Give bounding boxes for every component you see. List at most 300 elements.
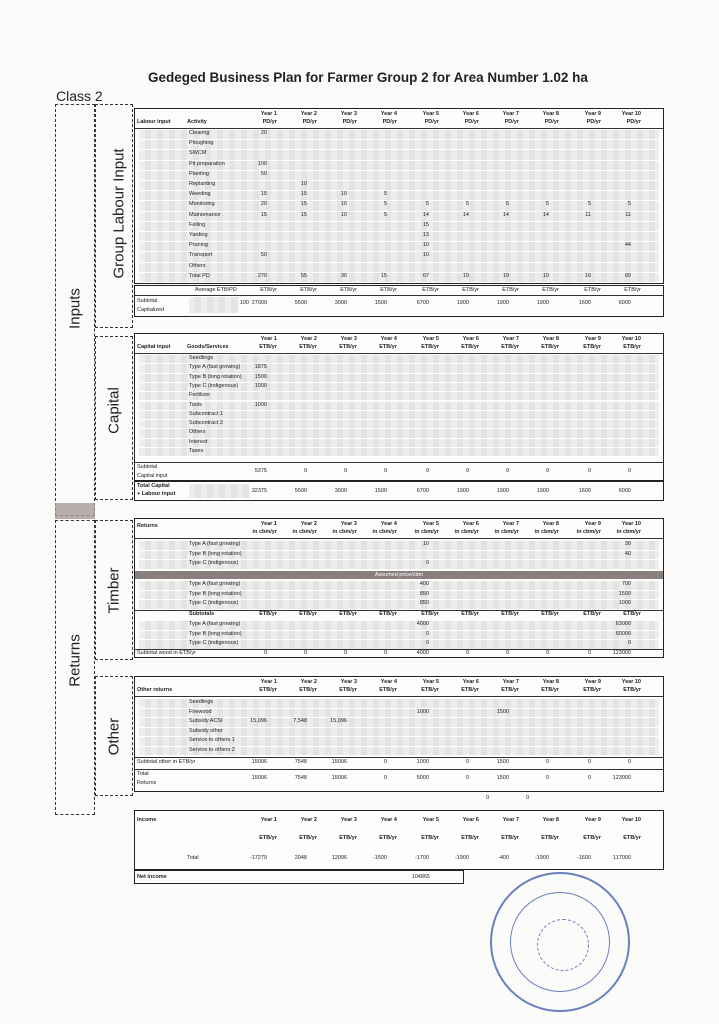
- table-head-label: Activity: [187, 119, 207, 125]
- labour-subtotal-table: [134, 285, 664, 317]
- labour-value: 15: [380, 272, 387, 279]
- unit-header: ETB/yr: [541, 687, 559, 693]
- unit-header: in cbm/yr: [372, 529, 397, 535]
- capital-subtotal-value: 0: [465, 468, 469, 474]
- etb-unit: ETB/yr: [583, 611, 601, 617]
- year-header: Year 3: [340, 679, 357, 685]
- year-header: Year 6: [462, 521, 479, 527]
- labour-value: 270: [257, 272, 267, 279]
- group-labour-label: Group Labour Input: [110, 148, 128, 279]
- labour-value: 5: [383, 211, 387, 218]
- labour-value: 100: [257, 160, 267, 167]
- income-total-label: Total: [187, 855, 199, 861]
- labour-value: 44: [624, 242, 631, 249]
- labour-value: 10: [340, 201, 347, 208]
- year-header: Year 8: [542, 521, 559, 527]
- capital-subtotal-value: 0: [545, 468, 549, 474]
- labour-value: 50: [260, 252, 267, 259]
- unit-header: ETB/yr: [501, 344, 519, 350]
- year-header: Year 3: [340, 521, 357, 527]
- etb-unit: ETB/yr: [379, 611, 397, 617]
- capital-value: 1875: [254, 364, 267, 371]
- labour-row-label: Clearing: [189, 130, 210, 136]
- capital-total-value: 1900: [536, 488, 549, 494]
- timber-value-value: 0: [425, 630, 429, 637]
- labour-value: 20: [260, 201, 267, 208]
- redacted-shading: [139, 263, 659, 272]
- year-header: Year 5: [422, 111, 439, 117]
- year-header: Year 9: [584, 521, 601, 527]
- labour-value: 10: [300, 181, 307, 187]
- timber-volume-row-label: Type A (fast growing): [189, 541, 241, 547]
- year-header: Year 8: [542, 336, 559, 342]
- timber-volume-value: 10: [422, 541, 429, 547]
- capital-value: 1000: [254, 401, 267, 408]
- unit-header: ETB/yr: [461, 835, 479, 841]
- labour-row-label: Weeding: [189, 191, 211, 198]
- etb-unit: ETB/yr: [623, 611, 641, 617]
- unit-header: ETB/yr: [379, 835, 397, 841]
- labour-row-label: Maintenance: [189, 211, 221, 218]
- timber-price-row-label: Type A (fast growing): [189, 581, 241, 587]
- labour-value: 19: [462, 272, 469, 279]
- other-row-label: Firewood: [189, 708, 212, 715]
- redacted-shading: [139, 150, 659, 159]
- labour-value: 5: [465, 201, 469, 208]
- year-header: Year 9: [584, 679, 601, 685]
- total-returns-value: 15096: [251, 775, 267, 781]
- unit-header: ETB/yr: [421, 344, 439, 350]
- inputs-label: Inputs: [66, 288, 84, 329]
- capital-total-value: 5500: [294, 488, 307, 494]
- labour-row-label: Felling: [189, 221, 206, 228]
- unit-header: in cbm/yr: [576, 529, 601, 535]
- labour-subtotal-value: 1900: [496, 300, 509, 306]
- year-header: Year 7: [502, 521, 519, 527]
- capital-row-label: Seedlings: [189, 355, 214, 361]
- total-returns-value: 123000: [612, 775, 631, 781]
- capital-row-label: Type A (fast growing): [189, 364, 241, 371]
- total-capital-label: Total Capital: [137, 483, 170, 489]
- labour-row-label: Total PD: [189, 272, 210, 279]
- row-divider: [135, 538, 663, 539]
- labour-value: 5: [383, 191, 387, 198]
- capital-row-label: Subcontract 1: [189, 410, 223, 417]
- year-header: Year 8: [542, 111, 559, 117]
- year-header: Year 9: [584, 817, 601, 823]
- timber-subtotal-value: 4000: [416, 650, 429, 656]
- avg-etb-value: 100: [239, 300, 249, 306]
- unit-header: ETB/yr: [583, 687, 601, 693]
- timber-value-value: 60000: [615, 630, 631, 637]
- capital-total-value: 6700: [416, 488, 429, 494]
- labour-value: 19: [542, 272, 549, 279]
- capital-row-label: Type C (indigenous): [189, 382, 239, 389]
- other-value: 15,096: [250, 718, 267, 724]
- redacted-shading: [139, 392, 659, 400]
- unit-header: ETB/yr: [583, 344, 601, 350]
- timber-volume-value: 30: [624, 541, 631, 547]
- capital-total-value: 1900: [456, 488, 469, 494]
- timber-volume-value: 40: [624, 550, 631, 557]
- table-head-label: Other returns: [137, 687, 173, 693]
- subtotals-label: Subtotals: [189, 611, 215, 617]
- capital-subtotal-value: 0: [425, 468, 429, 474]
- other-subtotal-value: 15096: [331, 759, 347, 765]
- row-divider: [135, 128, 663, 129]
- labour-row-label: Monitoring: [189, 201, 215, 208]
- year-header: Year 1: [260, 521, 277, 527]
- below-value: 0: [525, 795, 529, 801]
- etb-unit: ETB/yr: [380, 287, 397, 293]
- labour-value: 5: [587, 201, 591, 208]
- timber-value-value: 4000: [416, 621, 429, 627]
- labour-subtotal-value: 6000: [618, 300, 631, 306]
- labour-value: 67: [422, 272, 429, 279]
- labour-row-label: Pruning: [189, 242, 208, 249]
- income-value: -400: [497, 855, 509, 861]
- year-header: Year 2: [300, 679, 317, 685]
- year-header: Year 3: [340, 336, 357, 342]
- year-header: Year 2: [300, 336, 317, 342]
- capital-row-label: Others: [189, 429, 206, 436]
- row-divider: [135, 757, 663, 758]
- labour-value: 14: [462, 211, 469, 218]
- row-divider: [135, 769, 663, 770]
- unit-header: ETB/yr: [541, 344, 559, 350]
- page-title: Gedeged Business Plan for Farmer Group 2 for Area Number 1.02 ha: [148, 70, 588, 85]
- labour-row-label: Yarding: [189, 232, 208, 238]
- row-divider: [135, 696, 663, 697]
- labour-row-label: Ploughing: [189, 140, 214, 147]
- other-subtotal-value: 0: [587, 759, 591, 765]
- unit-header: in cbm/yr: [454, 529, 479, 535]
- year-header: Year 5: [422, 521, 439, 527]
- labour-subtotal-value: 27000: [251, 300, 267, 306]
- income-value: 2048: [294, 855, 307, 861]
- timber-price-row-label: Type B (long rotation): [189, 590, 242, 597]
- year-header: Year 1: [260, 111, 277, 117]
- timber-subtotal-value: 0: [383, 650, 387, 656]
- income-value: -1700: [414, 855, 429, 861]
- timber-subtotal-value: 0: [545, 650, 549, 656]
- labour-value: 15: [300, 211, 307, 218]
- labour-value: 5: [545, 201, 549, 208]
- unit-header: ETB/yr: [339, 687, 357, 693]
- unit-header: PD/yr: [504, 119, 519, 125]
- unit-header: in cbm/yr: [494, 529, 519, 535]
- timber-price-value: 1000: [618, 600, 631, 606]
- timber-value-row-label: Type C (indigenous): [189, 640, 239, 646]
- labour-row-label: Transport: [189, 252, 213, 259]
- year-header: Year 5: [422, 336, 439, 342]
- unit-header: ETB/yr: [623, 344, 641, 350]
- year-header: Year 9: [584, 336, 601, 342]
- other-subtotal-label: Subtotal other in ETB/yr: [137, 759, 196, 765]
- net-income-label: Net income: [137, 874, 167, 880]
- unit-header: PD/yr: [544, 119, 559, 125]
- capital-total-table: [134, 481, 664, 501]
- capital-value: 1000: [254, 382, 267, 389]
- labour-value: 10: [422, 252, 429, 259]
- unit-header: ETB/yr: [339, 344, 357, 350]
- unit-header: ETB/yr: [501, 687, 519, 693]
- unit-header: ETB/yr: [421, 687, 439, 693]
- labour-value: 20: [260, 130, 267, 136]
- unit-header: PD/yr: [302, 119, 317, 125]
- timber-subtotal-value: 0: [505, 650, 509, 656]
- year-header: Year 7: [502, 817, 519, 823]
- labour-value: 14: [422, 211, 429, 218]
- income-label: Income: [137, 817, 157, 823]
- timber-price-value: 700: [621, 581, 631, 587]
- timber-table: [134, 518, 664, 658]
- unit-header: ETB/yr: [461, 687, 479, 693]
- labour-subtotal-value: 5500: [294, 300, 307, 306]
- capital-subtotal-value: 0: [627, 468, 631, 474]
- redacted-shading: [139, 191, 659, 200]
- total-returns-value: 0: [587, 775, 591, 781]
- total-returns-value: 0: [465, 775, 469, 781]
- timber-volume-value: 0: [425, 560, 429, 566]
- labour-value: 10: [340, 211, 347, 218]
- labour-row-label: SWCM: [189, 150, 207, 157]
- capital-subtotal-value: 0: [587, 468, 591, 474]
- unit-header: in cbm/yr: [534, 529, 559, 535]
- other-value: 1500: [496, 708, 509, 715]
- total-returns-value: 0: [545, 775, 549, 781]
- total-returns-value: 7548: [294, 775, 307, 781]
- total-returns-value: 15096: [331, 775, 347, 781]
- capital-subtotal-value: 0: [343, 468, 347, 474]
- timber-label: Timber: [105, 567, 123, 614]
- income-table: [134, 810, 664, 870]
- total-returns-value: 0: [383, 775, 387, 781]
- year-header: Year 10: [621, 679, 641, 685]
- year-header: Year 7: [502, 679, 519, 685]
- unit-header: ETB/yr: [421, 835, 439, 841]
- etb-unit: ETB/yr: [624, 287, 641, 293]
- other-row-label: Service to others 2: [189, 746, 235, 753]
- unit-header: ETB/yr: [461, 344, 479, 350]
- returns-label: Returns: [66, 634, 84, 687]
- labour-subtotal-value: 1900: [456, 300, 469, 306]
- timber-subtotal-value: 123000: [612, 650, 631, 656]
- other-subtotal-value: 1500: [496, 759, 509, 765]
- redacted-shading: [139, 429, 659, 437]
- etb-unit: ETB/yr: [340, 287, 357, 293]
- income-value: -1500: [372, 855, 387, 861]
- income-value: -1900: [534, 855, 549, 861]
- labour-value: 16: [584, 272, 591, 279]
- unit-header: ETB/yr: [501, 835, 519, 841]
- avg-etb-label: Average ETB/PD: [195, 287, 237, 293]
- labour-value: 55: [300, 272, 307, 279]
- year-header: Year 5: [422, 817, 439, 823]
- year-header: Year 8: [542, 817, 559, 823]
- year-header: Year 9: [584, 111, 601, 117]
- unit-header: ETB/yr: [541, 835, 559, 841]
- total-returns-value: 1500: [496, 775, 509, 781]
- year-header: Year 2: [300, 817, 317, 823]
- other-subtotal-value: 15096: [251, 759, 267, 765]
- unit-header: PD/yr: [262, 119, 277, 125]
- capital-subtotal-value: 0: [505, 468, 509, 474]
- year-header: Year 5: [422, 679, 439, 685]
- year-header: Year 6: [462, 336, 479, 342]
- year-header: Year 4: [380, 817, 397, 823]
- unit-header: PD/yr: [626, 119, 641, 125]
- redacted-shading: [139, 181, 659, 190]
- etb-unit: ETB/yr: [299, 611, 317, 617]
- unit-header: ETB/yr: [623, 687, 641, 693]
- other-subtotal-value: 1000: [416, 759, 429, 765]
- capital-subtotal-label: Subtotal: [137, 464, 158, 470]
- unit-header: ETB/yr: [259, 835, 277, 841]
- capital-total-value: 1500: [374, 488, 387, 494]
- other-value: 1000: [416, 708, 429, 715]
- income-value: -1900: [454, 855, 469, 861]
- year-header: Year 10: [621, 521, 641, 527]
- labour-subtotal-value: 6700: [416, 300, 429, 306]
- table-head-label: Capital input: [137, 344, 171, 350]
- labour-value: 10: [340, 191, 347, 198]
- capital-total-value: 1900: [496, 488, 509, 494]
- other-returns-table: [134, 676, 664, 801]
- other-subtotal-value: 0: [627, 759, 631, 765]
- returns-label-small: Returns: [137, 780, 157, 786]
- timber-volume-row-label: Type C (indigenous): [189, 560, 239, 566]
- year-header: Year 8: [542, 679, 559, 685]
- redacted-shading: [139, 130, 659, 139]
- timber-value-value: 63000: [615, 621, 631, 627]
- labour-value: 14: [542, 211, 549, 218]
- year-header: Year 10: [621, 817, 641, 823]
- capital-value: 1500: [254, 373, 267, 380]
- other-row-label: Subsidy other: [189, 727, 223, 734]
- labour-row-label: Pit preparation: [189, 160, 225, 167]
- total-returns-label: Total: [137, 771, 149, 777]
- labour-row-label: Replanting: [189, 181, 216, 187]
- capitalized-label: Capitalized: [137, 307, 165, 313]
- row-divider: [135, 462, 663, 463]
- unit-header: ETB/yr: [259, 687, 277, 693]
- year-header: Year 7: [502, 336, 519, 342]
- labour-value: 5: [627, 201, 631, 208]
- etb-unit: ETB/yr: [259, 611, 277, 617]
- unit-header: ETB/yr: [259, 344, 277, 350]
- unit-header: ETB/yr: [623, 835, 641, 841]
- labour-subtotal-value: 1600: [578, 300, 591, 306]
- labour-subtotal-value: 1900: [536, 300, 549, 306]
- year-header: Year 6: [462, 679, 479, 685]
- timber-price-value: 850: [419, 590, 429, 597]
- capital-input-label: Capital input: [137, 473, 168, 479]
- unit-header: ETB/yr: [379, 344, 397, 350]
- year-header: Year 10: [621, 336, 641, 342]
- unit-header: PD/yr: [424, 119, 439, 125]
- other-subtotal-value: 0: [383, 759, 387, 765]
- unit-header: in cbm/yr: [616, 529, 641, 535]
- other-subtotal-value: 7548: [294, 759, 307, 765]
- capital-row-label: Interest: [189, 438, 208, 445]
- labour-value: 15: [422, 221, 429, 228]
- unit-header: PD/yr: [464, 119, 479, 125]
- class-label: Class 2: [56, 88, 103, 104]
- labour-value: 15: [300, 201, 307, 208]
- labour-value: 10: [422, 242, 429, 249]
- unit-header: ETB/yr: [379, 687, 397, 693]
- unit-header: in cbm/yr: [252, 529, 277, 535]
- unit-header: ETB/yr: [299, 344, 317, 350]
- year-header: Year 4: [380, 521, 397, 527]
- other-subtotal-value: 0: [545, 759, 549, 765]
- timber-subtotal-value: 0: [587, 650, 591, 656]
- timber-subtotal-value: 0: [343, 650, 347, 656]
- year-header: Year 4: [380, 336, 397, 342]
- redacted-shading: [139, 355, 659, 363]
- timber-subtotal-value: 0: [263, 650, 267, 656]
- net-income-table: [134, 870, 464, 884]
- other-row-label: Subsidy ACSI: [189, 718, 223, 724]
- labour-value: 30: [340, 272, 347, 279]
- unit-header: PD/yr: [586, 119, 601, 125]
- unit-header: PD/yr: [382, 119, 397, 125]
- timber-subtotal-value: 0: [303, 650, 307, 656]
- row-divider: [135, 353, 663, 354]
- labour-value: 5: [505, 201, 509, 208]
- other-row-label: Service to others 1: [189, 737, 235, 743]
- labour-table: [134, 108, 664, 284]
- unit-header: ETB/yr: [583, 835, 601, 841]
- other-row-label: Seedlings: [189, 699, 214, 705]
- redacted-shading: [139, 171, 659, 180]
- labour-row-label: Others: [189, 262, 206, 269]
- unit-header: ETB/yr: [299, 835, 317, 841]
- capital-row-label: Type B (long rotation): [189, 373, 242, 380]
- etb-unit: ETB/yr: [502, 287, 519, 293]
- timber-value-row-label: Type A (fast growing): [189, 621, 241, 627]
- year-header: Year 6: [462, 817, 479, 823]
- year-header: Year 4: [380, 111, 397, 117]
- other-value: 7,548: [293, 718, 307, 724]
- year-header: Year 2: [300, 521, 317, 527]
- year-header: Year 4: [380, 679, 397, 685]
- capital-subtotal-value: 0: [303, 468, 307, 474]
- etb-unit: ETB/yr: [300, 287, 317, 293]
- labour-value: 14: [502, 211, 509, 218]
- capital-row-label: Subcontract 2: [189, 420, 223, 427]
- redacted-shading: [139, 448, 659, 456]
- capital-total-value: 32375: [251, 488, 267, 494]
- timber-price-row-label: Type C (indigenous): [189, 600, 239, 606]
- year-header: Year 10: [621, 111, 641, 117]
- official-stamp: [490, 872, 630, 1012]
- income-value: -1600: [576, 855, 591, 861]
- year-header: Year 7: [502, 111, 519, 117]
- labour-subtotal-value: 3000: [334, 300, 347, 306]
- unit-header: in cbm/yr: [414, 529, 439, 535]
- year-header: Year 3: [340, 817, 357, 823]
- labour-value: 60: [624, 272, 631, 279]
- labour-value: 15: [300, 191, 307, 198]
- redacted-shading: [139, 439, 659, 447]
- row-divider: [135, 295, 663, 296]
- total-returns-value: 5000: [416, 775, 429, 781]
- redacted-shading: [139, 699, 659, 708]
- labour-input-label: + Labour input: [137, 491, 176, 497]
- labour-value: 11: [585, 211, 591, 218]
